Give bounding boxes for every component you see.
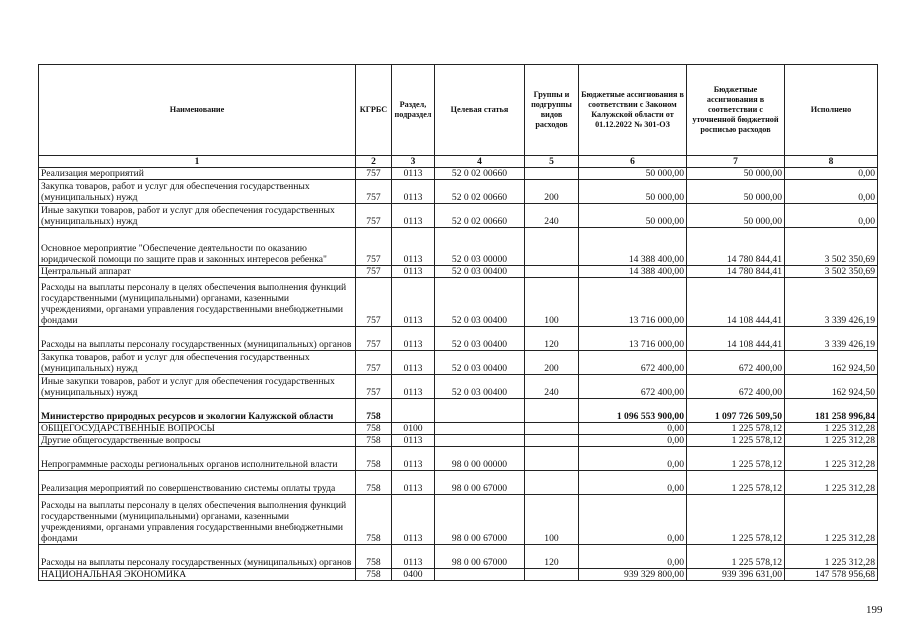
row-revised-amount: 14 108 444,41: [687, 327, 785, 351]
row-section: 0113: [392, 495, 435, 545]
row-expense-group: 240: [525, 375, 579, 399]
row-law-amount: 14 388 400,00: [579, 228, 687, 266]
row-executed-amount: 147 578 956,68: [785, 569, 878, 581]
column-number-row: [39, 156, 878, 168]
row-law-amount: 14 388 400,00: [579, 266, 687, 278]
column-number: 1: [39, 156, 356, 168]
table-row: [39, 266, 878, 278]
row-name: Иные закупки товаров, работ и услуг для обеспечения государственных (муниципальных) нужд: [39, 375, 356, 399]
table-row: [39, 204, 878, 228]
row-kgrbs: 757: [356, 278, 392, 327]
table-row: [39, 399, 878, 423]
table-row: [39, 168, 878, 180]
row-kgrbs: 758: [356, 471, 392, 495]
row-expense-group: [525, 228, 579, 266]
row-name: Реализация мероприятий: [39, 168, 356, 180]
row-target-article: 52 0 03 00400: [435, 375, 525, 399]
row-law-amount: 1 096 553 900,00: [579, 399, 687, 423]
row-kgrbs: 758: [356, 435, 392, 447]
row-expense-group: [525, 435, 579, 447]
row-section: 0100: [392, 423, 435, 435]
row-executed-amount: 0,00: [785, 180, 878, 204]
table-row: [39, 423, 878, 435]
row-expense-group: 120: [525, 327, 579, 351]
row-name: Расходы на выплаты персоналу в целях обеспечения выполнения функций государственными (муниципальными) органами, казенными учреждениями, органами управления государственными внебюджетными фондами: [39, 495, 356, 545]
budget-table: [38, 64, 878, 581]
header-cell: Группы и подгруппы видов расходов: [525, 65, 579, 156]
row-name: Центральный аппарат: [39, 266, 356, 278]
row-section: 0113: [392, 375, 435, 399]
row-law-amount: 50 000,00: [579, 168, 687, 180]
row-kgrbs: 757: [356, 351, 392, 375]
row-law-amount: 50 000,00: [579, 204, 687, 228]
header-cell: Наименование: [39, 65, 356, 156]
table-row: [39, 545, 878, 569]
table-row: [39, 435, 878, 447]
row-section: 0400: [392, 569, 435, 581]
row-executed-amount: 1 225 312,28: [785, 423, 878, 435]
row-law-amount: 13 716 000,00: [579, 278, 687, 327]
row-section: 0113: [392, 204, 435, 228]
row-law-amount: 672 400,00: [579, 375, 687, 399]
column-number: 2: [356, 156, 392, 168]
table-row: [39, 447, 878, 471]
row-law-amount: 0,00: [579, 447, 687, 471]
row-name: Закупка товаров, работ и услуг для обеспечения государственных (муниципальных) нужд: [39, 351, 356, 375]
row-expense-group: 100: [525, 278, 579, 327]
row-target-article: [435, 435, 525, 447]
row-section: 0113: [392, 351, 435, 375]
row-executed-amount: 0,00: [785, 168, 878, 180]
row-target-article: 52 0 03 00400: [435, 266, 525, 278]
row-revised-amount: 50 000,00: [687, 204, 785, 228]
row-section: 0113: [392, 266, 435, 278]
table-row: [39, 228, 878, 266]
row-executed-amount: 3 502 350,69: [785, 266, 878, 278]
row-kgrbs: 757: [356, 204, 392, 228]
row-executed-amount: 1 225 312,28: [785, 471, 878, 495]
row-section: 0113: [392, 168, 435, 180]
budget-report-sheet: [38, 64, 878, 581]
row-law-amount: 939 329 800,00: [579, 569, 687, 581]
table-row: [39, 278, 878, 327]
row-expense-group: [525, 569, 579, 581]
row-name: Иные закупки товаров, работ и услуг для обеспечения государственных (муниципальных) нужд: [39, 204, 356, 228]
row-name: Министерство природных ресурсов и экологии Калужской области: [39, 399, 356, 423]
row-revised-amount: 672 400,00: [687, 375, 785, 399]
row-section: 0113: [392, 471, 435, 495]
row-law-amount: 0,00: [579, 423, 687, 435]
row-executed-amount: 3 339 426,19: [785, 327, 878, 351]
row-revised-amount: 1 225 578,12: [687, 545, 785, 569]
header-cell: КГРБС: [356, 65, 392, 156]
header-cell: Целевая статья: [435, 65, 525, 156]
row-executed-amount: 181 258 996,84: [785, 399, 878, 423]
row-executed-amount: 1 225 312,28: [785, 495, 878, 545]
row-expense-group: 200: [525, 351, 579, 375]
row-kgrbs: 758: [356, 569, 392, 581]
row-expense-group: 120: [525, 545, 579, 569]
header-row: [39, 65, 878, 156]
row-target-article: 52 0 03 00400: [435, 327, 525, 351]
table-row: [39, 375, 878, 399]
column-number: 6: [579, 156, 687, 168]
table-row: [39, 327, 878, 351]
row-name: Непрограммные расходы региональных органов исполнительной власти: [39, 447, 356, 471]
row-target-article: 98 0 00 67000: [435, 495, 525, 545]
row-executed-amount: 0,00: [785, 204, 878, 228]
row-law-amount: 0,00: [579, 545, 687, 569]
row-revised-amount: 1 225 578,12: [687, 447, 785, 471]
header-cell: Бюджетные ассигнования в соответствии с уточненной бюджетной росписью расходов: [687, 65, 785, 156]
row-section: 0113: [392, 180, 435, 204]
row-revised-amount: 939 396 631,00: [687, 569, 785, 581]
row-revised-amount: 1 225 578,12: [687, 423, 785, 435]
row-revised-amount: 1 225 578,12: [687, 495, 785, 545]
row-expense-group: 200: [525, 180, 579, 204]
row-revised-amount: 50 000,00: [687, 180, 785, 204]
row-kgrbs: 757: [356, 168, 392, 180]
row-expense-group: [525, 168, 579, 180]
row-section: 0113: [392, 327, 435, 351]
row-revised-amount: 1 097 726 509,50: [687, 399, 785, 423]
row-executed-amount: 1 225 312,28: [785, 545, 878, 569]
row-target-article: 52 0 03 00400: [435, 351, 525, 375]
row-section: [392, 399, 435, 423]
column-number: 5: [525, 156, 579, 168]
row-expense-group: [525, 266, 579, 278]
row-expense-group: [525, 423, 579, 435]
row-kgrbs: 757: [356, 266, 392, 278]
row-kgrbs: 758: [356, 545, 392, 569]
row-section: 0113: [392, 228, 435, 266]
row-target-article: 98 0 00 00000: [435, 447, 525, 471]
column-number: 4: [435, 156, 525, 168]
row-executed-amount: 3 502 350,69: [785, 228, 878, 266]
table-row: [39, 180, 878, 204]
row-executed-amount: 1 225 312,28: [785, 435, 878, 447]
row-name: Расходы на выплаты персоналу государственных (муниципальных) органов: [39, 545, 356, 569]
row-name: Закупка товаров, работ и услуг для обеспечения государственных (муниципальных) нужд: [39, 180, 356, 204]
row-revised-amount: 14 780 844,41: [687, 266, 785, 278]
row-law-amount: 0,00: [579, 471, 687, 495]
row-name: ОБЩЕГОСУДАРСТВЕННЫЕ ВОПРОСЫ: [39, 423, 356, 435]
row-kgrbs: 757: [356, 375, 392, 399]
row-target-article: [435, 399, 525, 423]
column-number: 3: [392, 156, 435, 168]
row-law-amount: 0,00: [579, 495, 687, 545]
row-revised-amount: 14 108 444,41: [687, 278, 785, 327]
row-executed-amount: 162 924,50: [785, 375, 878, 399]
row-target-article: 98 0 00 67000: [435, 545, 525, 569]
row-section: 0113: [392, 278, 435, 327]
column-number: 8: [785, 156, 878, 168]
column-number: 7: [687, 156, 785, 168]
row-target-article: 52 0 03 00400: [435, 278, 525, 327]
row-kgrbs: 758: [356, 423, 392, 435]
table-row: [39, 569, 878, 581]
row-target-article: 52 0 02 00660: [435, 180, 525, 204]
row-kgrbs: 758: [356, 495, 392, 545]
row-executed-amount: 1 225 312,28: [785, 447, 878, 471]
row-name: Основное мероприятие "Обеспечение деятельности по оказанию юридической помощи по защите прав и законных интересов ребенка": [39, 228, 356, 266]
header-cell: Бюджетные ассигнования в соответствии с Законом Калужской области от 01.12.2022 № 301-ОЗ: [579, 65, 687, 156]
row-kgrbs: 757: [356, 228, 392, 266]
row-kgrbs: 758: [356, 447, 392, 471]
row-name: Другие общегосударственные вопросы: [39, 435, 356, 447]
row-executed-amount: 3 339 426,19: [785, 278, 878, 327]
row-target-article: [435, 423, 525, 435]
header-cell: Исполнено: [785, 65, 878, 156]
row-expense-group: [525, 399, 579, 423]
header-cell: Раздел, подраздел: [392, 65, 435, 156]
row-name: НАЦИОНАЛЬНАЯ ЭКОНОМИКА: [39, 569, 356, 581]
row-expense-group: 100: [525, 495, 579, 545]
row-kgrbs: 758: [356, 399, 392, 423]
row-section: 0113: [392, 447, 435, 471]
row-revised-amount: 50 000,00: [687, 168, 785, 180]
table-row: [39, 471, 878, 495]
row-name: Реализация мероприятий по совершенствованию системы оплаты труда: [39, 471, 356, 495]
row-section: 0113: [392, 435, 435, 447]
row-target-article: 52 0 02 00660: [435, 204, 525, 228]
page-number: 199: [866, 604, 883, 616]
row-expense-group: [525, 471, 579, 495]
row-kgrbs: 757: [356, 327, 392, 351]
table-row: [39, 351, 878, 375]
row-executed-amount: 162 924,50: [785, 351, 878, 375]
row-name: Расходы на выплаты персоналу в целях обеспечения выполнения функций государственными (муниципальными) органами, казенными учреждениями, органами управления государственными внебюджетными фондами: [39, 278, 356, 327]
row-law-amount: 672 400,00: [579, 351, 687, 375]
row-expense-group: [525, 447, 579, 471]
row-law-amount: 0,00: [579, 435, 687, 447]
table-row: [39, 495, 878, 545]
row-name: Расходы на выплаты персоналу государственных (муниципальных) органов: [39, 327, 356, 351]
row-kgrbs: 757: [356, 180, 392, 204]
row-revised-amount: 1 225 578,12: [687, 471, 785, 495]
row-law-amount: 13 716 000,00: [579, 327, 687, 351]
row-target-article: [435, 569, 525, 581]
row-section: 0113: [392, 545, 435, 569]
row-revised-amount: 14 780 844,41: [687, 228, 785, 266]
row-revised-amount: 672 400,00: [687, 351, 785, 375]
row-target-article: 98 0 00 67000: [435, 471, 525, 495]
row-target-article: 52 0 03 00000: [435, 228, 525, 266]
row-expense-group: 240: [525, 204, 579, 228]
row-target-article: 52 0 02 00660: [435, 168, 525, 180]
row-revised-amount: 1 225 578,12: [687, 435, 785, 447]
row-law-amount: 50 000,00: [579, 180, 687, 204]
